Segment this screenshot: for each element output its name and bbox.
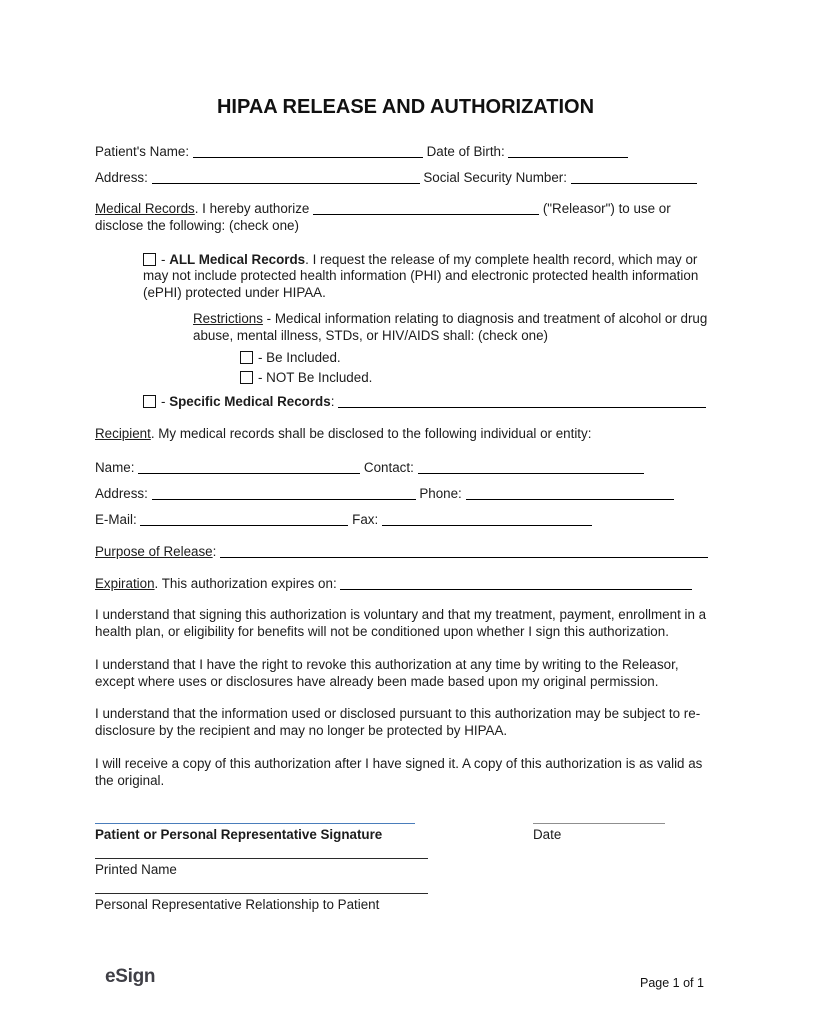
recipient-email-row xyxy=(95,511,716,528)
address-blank[interactable] xyxy=(152,170,420,184)
expiration-row xyxy=(95,575,716,592)
all-records-label: ALL Medical Records xyxy=(169,251,306,267)
address-label: Address: xyxy=(95,170,148,185)
specific-medical-records-item xyxy=(143,394,716,411)
expiration-text: . This authorization expires on: xyxy=(154,576,337,592)
date-of-birth-blank[interactable] xyxy=(508,144,628,158)
all-medical-records-checkbox[interactable] xyxy=(143,253,156,266)
ssn-label: Social Security Number: xyxy=(423,170,567,185)
not-be-included-checkbox[interactable] xyxy=(240,371,253,384)
all-records-text: . I request the release of my complete health record, which may or may not include protected health information (PHI) and electronic protected health information (ePHI) protected under HIPAA. xyxy=(143,251,699,301)
esign-logo: eSign xyxy=(105,966,156,987)
recipient-phone-label: Phone: xyxy=(419,486,462,502)
recipient-email-blank[interactable] xyxy=(140,512,348,526)
signature-column xyxy=(95,823,415,843)
be-included-checkbox[interactable] xyxy=(240,351,253,364)
signature-label: Patient or Personal Representative Signature xyxy=(95,826,383,842)
medical-records-after-text: ("Releasor") to use or disclose the following: (check one) xyxy=(95,201,671,233)
all-medical-records-item xyxy=(143,252,716,302)
restriction-option-not-included xyxy=(240,369,716,386)
recipient-name-row xyxy=(95,459,716,476)
specific-records-dash: - xyxy=(161,393,170,409)
medical-records-intro xyxy=(95,201,716,235)
acknowledgement-paragraph-4: I will receive a copy of this authorization after I have signed it. A copy of this authorization is as valid as the original. xyxy=(95,755,703,788)
medical-records-before-text: . I hereby authorize xyxy=(194,201,310,216)
address-row xyxy=(95,169,716,186)
relationship-label: Personal Representative Relationship to Patient xyxy=(95,896,380,912)
patient-name-row xyxy=(95,143,716,160)
page-title: HIPAA RELEASE AND AUTHORIZATION xyxy=(216,96,595,118)
restriction-option-included xyxy=(240,349,716,366)
recipient-contact-blank[interactable] xyxy=(418,460,644,474)
recipient-address-row xyxy=(95,485,716,502)
specific-records-blank[interactable] xyxy=(338,394,706,408)
recipient-fax-blank[interactable] xyxy=(382,512,592,526)
be-included-label: - Be Included. xyxy=(258,349,341,365)
purpose-lead: Purpose of Release xyxy=(95,544,213,560)
recipient-text: . My medical records shall be disclosed to the following individual or entity: xyxy=(150,426,592,442)
all-records-dash: - xyxy=(161,251,170,267)
restrictions-lead: Restrictions xyxy=(193,310,263,326)
recipient-address-label: Address: xyxy=(95,486,148,502)
specific-records-label: Specific Medical Records xyxy=(169,393,331,409)
purpose-colon: : xyxy=(212,544,217,560)
recipient-contact-label: Contact: xyxy=(363,460,414,476)
patient-name-blank[interactable] xyxy=(193,144,423,158)
acknowledgement-paragraph-1: I understand that signing this authorization is voluntary and that my treatment, payment, enrollment in a health plan, or eligibility for benefits will not be conditioned upon whether I sign this authorization. xyxy=(95,607,707,639)
medical-records-lead: Medical Records xyxy=(95,201,195,216)
releasor-blank[interactable] xyxy=(313,201,539,215)
specific-records-colon: : xyxy=(330,393,335,409)
recipient-lead: Recipient xyxy=(95,426,151,442)
acknowledgement-paragraph-2: I understand that I have the right to revoke this authorization at any time by writing to the Releasor, except where uses or disclosures have already been made based upon my original permission. xyxy=(95,656,679,689)
acknowledgement-paragraph-3: I understand that the information used or disclosed pursuant to this authorization may be subject to re-disclosure by the recipient and may no longer be protected by HIPAA. xyxy=(95,706,701,739)
relationship-row xyxy=(95,893,428,913)
restrictions-text: - Medical information relating to diagnosis and treatment of alcohol or drug abuse, mental illness, STDs, or HIV/AIDS shall: (check one) xyxy=(193,310,708,343)
expiration-blank[interactable] xyxy=(340,576,692,590)
recipient-name-blank[interactable] xyxy=(138,460,360,474)
date-label: Date xyxy=(533,826,562,842)
not-be-included-label: - NOT Be Included. xyxy=(258,369,373,385)
restrictions-note xyxy=(193,311,716,345)
ssn-blank[interactable] xyxy=(571,170,697,184)
recipient-intro xyxy=(95,426,716,443)
date-column xyxy=(533,823,668,843)
recipient-name-label: Name: xyxy=(95,460,135,476)
patient-name-label: Patient's Name: xyxy=(95,144,190,159)
date-of-birth-label: Date of Birth: xyxy=(426,144,505,159)
recipient-address-blank[interactable] xyxy=(152,486,416,500)
purpose-blank[interactable] xyxy=(220,544,708,558)
page-indicator: Page 1 of 1 xyxy=(640,976,704,990)
recipient-phone-blank[interactable] xyxy=(466,486,674,500)
recipient-fax-label: Fax: xyxy=(352,512,379,528)
expiration-lead: Expiration xyxy=(95,576,155,592)
printed-name-row xyxy=(95,858,428,878)
specific-medical-records-checkbox[interactable] xyxy=(143,395,156,408)
signature-date-row xyxy=(95,823,716,843)
recipient-email-label: E-Mail: xyxy=(95,512,137,528)
purpose-row xyxy=(95,543,716,560)
printed-name-label: Printed Name xyxy=(95,861,177,877)
